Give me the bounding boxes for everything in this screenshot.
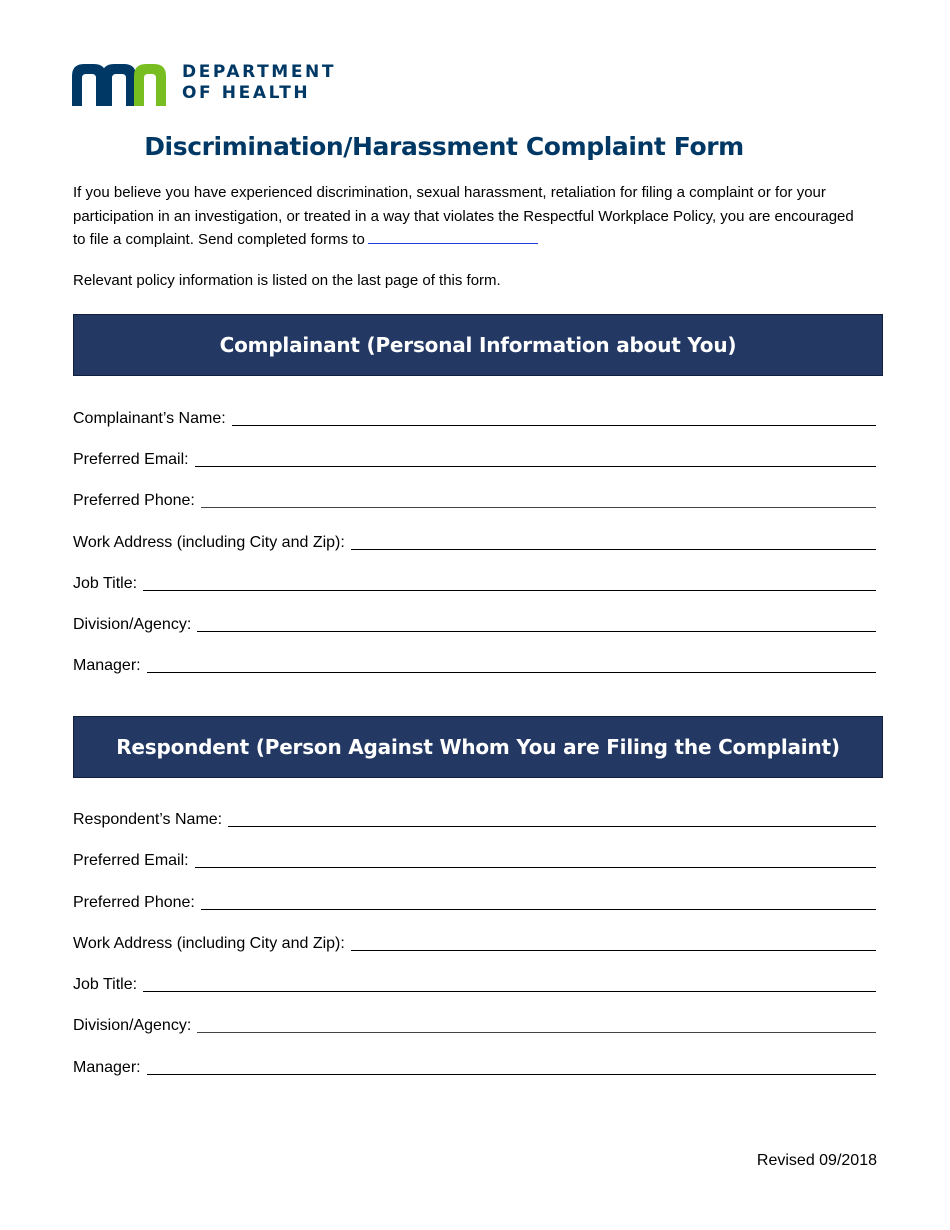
policy-note: Relevant policy information is listed on the last page of this form.: [73, 272, 501, 289]
complainant-name-field: [73, 406, 876, 428]
field-label: Division/Agency:: [73, 1017, 192, 1034]
complainant-manager-input[interactable]: [147, 654, 876, 673]
respondent-division-input[interactable]: [197, 1014, 876, 1033]
complainant-job-title-field: [73, 571, 876, 593]
respondent-name-input[interactable]: [228, 808, 876, 827]
respondent-job-title-field: [73, 972, 876, 994]
intro-text: If you believe you have experienced discrimination, sexual harassment, retaliation for filing a complaint or for your participation in an investigation, or treated in a way that violates the Respectful Workplace Policy, you are encouraged to file a complaint. Send completed forms to: [73, 184, 854, 248]
field-label: Preferred Email:: [73, 852, 189, 869]
respondent-email-input[interactable]: [195, 849, 876, 868]
intro-paragraph: [73, 181, 863, 252]
respondent-address-input[interactable]: [351, 932, 876, 951]
field-label: Job Title:: [73, 575, 138, 592]
respondent-phone-field: [73, 890, 876, 912]
respondent-address-field: [73, 931, 876, 953]
respondent-job-title-input[interactable]: [143, 973, 876, 992]
field-label: Preferred Phone:: [73, 492, 195, 509]
field-label: Work Address (including City and Zip):: [73, 534, 345, 551]
logo-line-2: OF HEALTH: [182, 83, 311, 103]
respondent-manager-input[interactable]: [147, 1056, 876, 1075]
field-label: Preferred Phone:: [73, 894, 195, 911]
respondent-email-field: [73, 848, 876, 870]
respondent-section-header: Respondent (Person Against Whom You are Filing the Complaint): [73, 716, 883, 778]
field-label: Preferred Email:: [73, 451, 189, 468]
complainant-phone-input[interactable]: [201, 489, 876, 508]
field-label: Respondent’s Name:: [73, 811, 223, 828]
complainant-name-input[interactable]: [232, 407, 876, 426]
complainant-email-field: [73, 447, 876, 469]
mdh-logo: [72, 62, 362, 108]
field-label: Work Address (including City and Zip):: [73, 935, 345, 952]
complainant-division-field: [73, 612, 876, 634]
complainant-email-input[interactable]: [195, 448, 876, 467]
page-title: Discrimination/Harassment Complaint Form: [144, 132, 744, 161]
complainant-address-field: [73, 530, 876, 552]
field-label: Manager:: [73, 657, 141, 674]
respondent-manager-field: [73, 1055, 876, 1077]
respondent-division-field: [73, 1013, 876, 1035]
field-label: Complainant’s Name:: [73, 410, 226, 427]
field-label: Division/Agency:: [73, 616, 192, 633]
complainant-division-input[interactable]: [197, 613, 876, 632]
revision-date: Revised 09/2018: [756, 1152, 877, 1169]
mn-logo-icon: [72, 62, 168, 106]
field-label: Manager:: [73, 1059, 141, 1076]
complainant-phone-field: [73, 488, 876, 510]
field-label: Job Title:: [73, 976, 138, 993]
complainant-job-title-input[interactable]: [143, 572, 876, 591]
logo-line-1: DEPARTMENT: [182, 62, 337, 82]
send-to-email-blank[interactable]: [368, 229, 538, 244]
respondent-name-field: [73, 807, 876, 829]
complainant-manager-field: [73, 653, 876, 675]
complainant-section-header: Complainant (Personal Information about You): [73, 314, 883, 376]
logo-wordmark: [182, 62, 336, 104]
complainant-address-input[interactable]: [351, 531, 876, 550]
respondent-phone-input[interactable]: [201, 891, 876, 910]
